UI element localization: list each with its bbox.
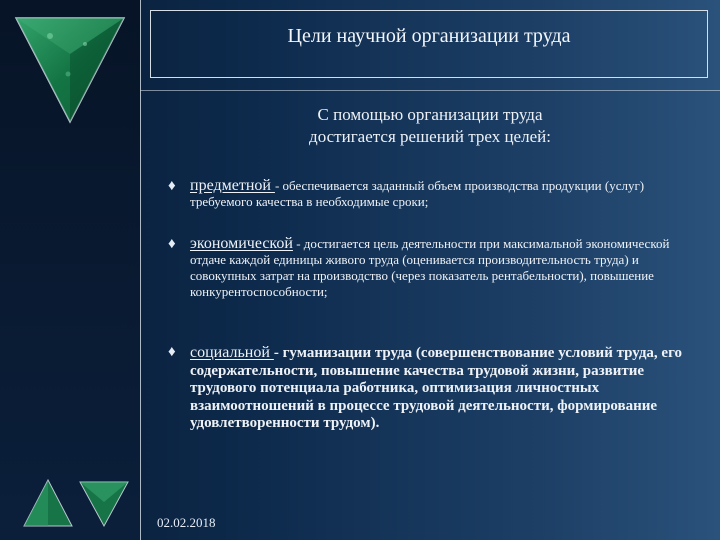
intro-line-1: С помощью организации труда (317, 105, 543, 124)
emerald-triangle-small-icon (22, 478, 132, 530)
diamond-bullet-icon: ♦ (168, 344, 176, 360)
diamond-bullet-icon: ♦ (168, 178, 176, 194)
diamond-bullet-icon: ♦ (168, 236, 176, 252)
goal-item-subject (168, 178, 698, 210)
goal-term: экономической (190, 235, 293, 252)
emerald-triangle-large-icon (10, 14, 130, 126)
goal-item-social (168, 344, 698, 433)
slide-date: 02.02.2018 (157, 515, 216, 530)
goal-term: социальной (190, 344, 274, 361)
intro-text (160, 104, 700, 148)
goal-item-economic (168, 236, 698, 300)
goal-term: предметной (190, 177, 275, 194)
intro-line-2: достигается решений трех целей: (309, 127, 551, 146)
goal-description: - достигается цель деятельности при максимальной экономической отдаче каждой единицы живого труда (оценивается производительность труда) и совокупных затрат на производство (через показатель рентабельности), повышение конкурентоспособности; (190, 236, 670, 299)
vertical-divider (140, 0, 141, 540)
goal-description: - обеспечивается заданный объем производства продукции (услуг) требуемого качества в необходимые сроки; (190, 178, 645, 209)
horizontal-divider (140, 90, 720, 91)
slide-title: Цели научной организации труда (287, 25, 571, 47)
goal-description: - гуманизации труда (совершенствование условий труда, его содержательности, повышение качества трудовой жизни, развитие трудового потенциала работника, оптимизация личностных взаимоотношений в процессе трудовой деятельности, формирование удовлетворенности трудом). (190, 345, 683, 431)
title-box (150, 10, 708, 78)
